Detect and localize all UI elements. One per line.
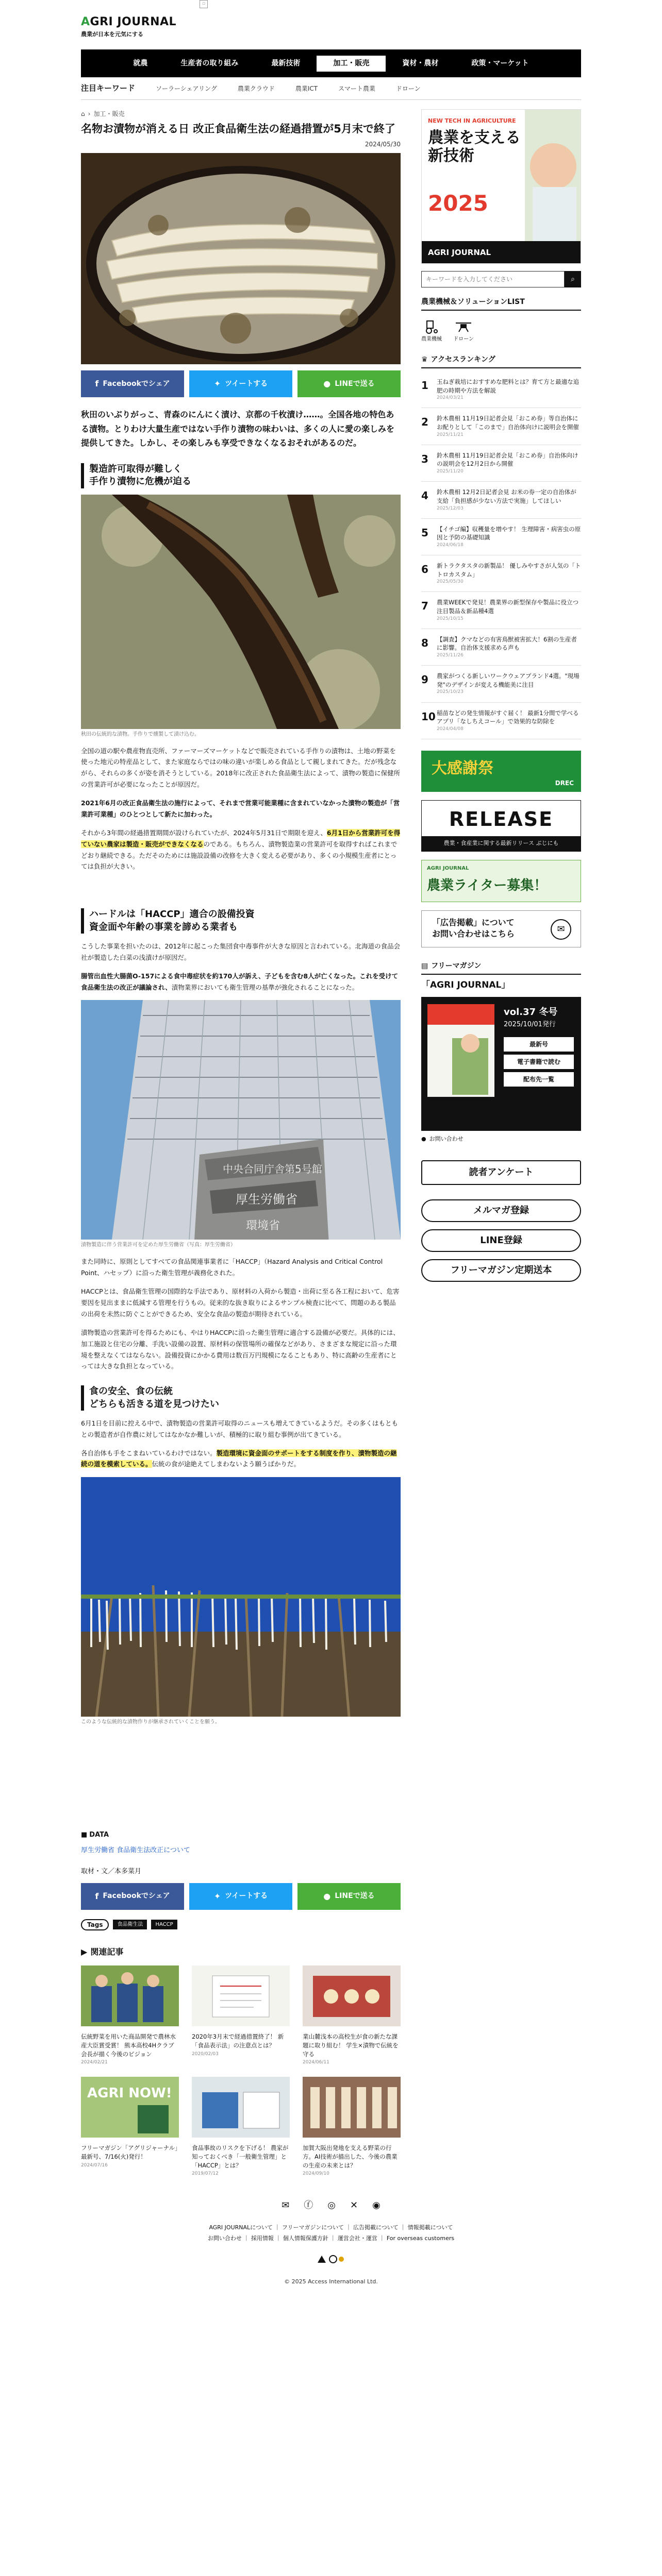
- related-date: 2024/02/21: [81, 2060, 108, 2065]
- line-register-button[interactable]: LINE登録: [421, 1229, 581, 1252]
- related-title: 2020年3月末で経過措置終了！ 新「食品表示法」の注意点とは？: [192, 2033, 284, 2049]
- freemag-heading: [421, 961, 581, 975]
- footer-logo: [81, 2253, 581, 2268]
- release-subtitle: 農業・食産業に関する最新リリース ぶじにも: [422, 836, 581, 851]
- related-article-card[interactable]: [303, 2077, 401, 2178]
- circle-icon: ●: [421, 1136, 426, 1143]
- freemag-ebook-button[interactable]: 電子書籍で読む: [504, 1055, 574, 1069]
- book-icon: ▤: [421, 961, 428, 970]
- share-label: LINEで送る: [335, 1892, 375, 1901]
- related-article-card[interactable]: [81, 1965, 179, 2066]
- reader-survey-button[interactable]: 読者アンケート: [421, 1160, 581, 1185]
- article-lead: 秋田のいぶりがっこ、青森のにんにく漬け、京都の千枚漬け……。全国各地の特色ある漬物。とりわけ大量生産ではない手作り漬物の味わいは、多くの人に愛の楽しみを提供してきた。しかし、その楽しみも享受できなくなるおそれがあるのだ。: [81, 410, 395, 448]
- rank-text: [437, 598, 581, 622]
- related-article-card[interactable]: [303, 1965, 401, 2066]
- hero-image: [81, 153, 401, 364]
- rank-date: 2025/12/03: [437, 505, 464, 511]
- freemag-latest-button[interactable]: 最新号: [504, 1037, 574, 1052]
- related-article-card[interactable]: [81, 2077, 179, 2178]
- svg-text:厚生労働省: 厚生労働省: [236, 1192, 297, 1207]
- text: 伝統の食が途絶えてしまわないよう願うばかりだ。: [152, 1460, 301, 1468]
- banner-release[interactable]: [421, 800, 581, 852]
- image-caption: 秋田の伝統的な漬物。手作りで燻製して漬け込む。: [81, 731, 200, 737]
- footer-links-row[interactable]: AGRI JOURNALについて ｜ フリーマガジンについて ｜ 広告掲載について ｜ 情報掲載について: [209, 2224, 453, 2231]
- keyword-bar: [81, 77, 581, 100]
- logo-wordmark: [81, 13, 176, 30]
- freemag-distribution-button[interactable]: 配布先一覧: [504, 1072, 574, 1087]
- article-title: 名物お漬物が消える日 改正食品衛生法の経過措置が5月末で終了: [81, 123, 395, 135]
- rank-date: 2025/11/20: [437, 469, 464, 474]
- freemag-vol: [504, 1005, 557, 1019]
- rank-text: [437, 709, 581, 733]
- rank-text: [437, 525, 581, 549]
- share-label: Facebookでシェア: [103, 379, 170, 388]
- site-logo[interactable]: [81, 13, 176, 39]
- tags-label: Tags: [81, 1919, 109, 1930]
- ranking-heading: [421, 354, 581, 368]
- nav-item-farming[interactable]: 就農: [133, 59, 148, 67]
- related-thumbnail: [81, 1965, 179, 2026]
- facebook-icon: f: [95, 1891, 99, 1901]
- twitter-share-button[interactable]: [189, 370, 292, 397]
- rank-date: 2024/06/18: [437, 542, 464, 548]
- related-article-card[interactable]: [192, 1965, 290, 2066]
- pickles-photo: [81, 153, 401, 364]
- ministry-building-image: [81, 1000, 401, 1240]
- logo-text: GRI JOURNAL: [90, 15, 177, 28]
- logo-letter: A: [81, 15, 90, 28]
- site-header: [81, 0, 581, 49]
- article-main: [81, 109, 401, 2178]
- ranking-item[interactable]: [421, 445, 581, 482]
- highlighted-text: 6月1日から営業許可を得ていない農家は製造・販売ができなくなる: [81, 828, 401, 848]
- instagram-icon[interactable]: ◎: [327, 2199, 336, 2211]
- section-heading-1: [81, 463, 401, 488]
- sidebar-ad-new-tech[interactable]: [421, 109, 581, 264]
- article-byline: 取材・文／本多菜月: [81, 1868, 142, 1876]
- line-icon: ●: [323, 1891, 331, 1901]
- rank-date: 2024/04/08: [437, 726, 464, 732]
- global-nav: [81, 49, 581, 77]
- facebook-share-button[interactable]: [81, 370, 184, 397]
- rank-date: 2025/10/15: [437, 616, 464, 621]
- rank-title: 鈴木農相 12月2日記者会見 お米の券一定の自治体が支給「負担感が少ない方法で実施」してほしい: [437, 488, 576, 504]
- twitter-icon: ✦: [213, 379, 221, 389]
- heading-line: 手作り漬物に危機が迫る: [89, 476, 191, 487]
- ranking-item[interactable]: [421, 703, 581, 739]
- article-paragraph: [81, 798, 401, 820]
- freemag-note[interactable]: [421, 1135, 581, 1144]
- heading-line: どちらも活きる道を見つけたい: [89, 1398, 219, 1410]
- nav-item-policy[interactable]: 政策・マーケット: [471, 59, 529, 67]
- spacer: [81, 1726, 401, 1824]
- rank-title: 玉ねぎ栽培におすすめな肥料とは？育て方と最適な追肥の時期や方法を解説: [437, 378, 580, 394]
- share-label: Facebookでシェア: [103, 1892, 170, 1901]
- rank-title: 農家がつくる新しいワークウェアブランド4選。"現場発"のデザインが変える機能美に注目: [437, 672, 580, 688]
- nav-item-processing[interactable]: 加工・販売: [317, 56, 386, 72]
- social-icons: [81, 2198, 581, 2212]
- section-heading-2: [81, 908, 401, 934]
- article-paragraph: 漬物製造の営業許可を得るためにも、やはりHACCPに沿った衛生管理に適合する設備が必要だ。具体的には、加工施設と住宅の分離、手洗い設備の設置、原材料の保管場所の確保などがあり、さまざまな規定に沿った環境を整えなくてはならない。設備投資にかかる費用は数百万円規模になることもあり、特に高齢の生産者にとっては大きな負担となっている。: [81, 1328, 400, 1370]
- ranking-title: アクセスランキング: [431, 355, 495, 364]
- x-icon[interactable]: ✕: [350, 2199, 358, 2211]
- related-title: フリーマガジン「アグリジャーナル」最新号、7/16(火)発行！: [81, 2144, 178, 2161]
- data-reference-link[interactable]: 厚生労働省 食品衛生法改正について: [81, 1846, 190, 1854]
- related-date: 2024/07/16: [81, 2162, 108, 2168]
- ad-inquiry-text: 「広告掲載」について お問い合わせはこちら: [432, 917, 515, 939]
- ranking-item[interactable]: [421, 371, 581, 408]
- related-title: 業山麓浅本の高校生が食の新たな課題に取り組む！ 学生×漬物で伝統を守る: [303, 2033, 399, 2058]
- daikon-drying-image: [81, 1477, 401, 1717]
- rank-date: 2025/10/23: [437, 689, 464, 695]
- related-date: 2024/06/11: [303, 2060, 329, 2065]
- machinery-link-drone[interactable]: [453, 318, 474, 343]
- banner-thanks-festival[interactable]: [421, 751, 581, 792]
- data-section-label: [81, 1830, 401, 1840]
- twitter-share-button[interactable]: [189, 1883, 292, 1910]
- rank-text: [437, 635, 581, 659]
- related-thumbnail: [192, 1965, 290, 2026]
- ad-year: 2025: [428, 191, 488, 216]
- bold-text: 腸管出血性大腸菌O-157による食中毒症状を約170人が訴え、子どもを含む8人が亡くなった。これを受けて食品衛生法の改正が議論され、: [81, 972, 399, 991]
- rank-text: [437, 414, 581, 438]
- section-heading-3: [81, 1385, 401, 1411]
- banner-writer-recruit[interactable]: [421, 860, 581, 902]
- share-label: ツイートする: [225, 1892, 268, 1901]
- footer-links: [81, 2223, 581, 2244]
- text: それから3年間の経過措置期間が設けられていたが、2024年5月31日で期限を迎え、: [81, 828, 327, 837]
- related-thumbnail: [303, 1965, 401, 2026]
- rank-number: 7: [421, 600, 428, 613]
- related-thumbnail: [81, 2077, 179, 2138]
- building-photo: [81, 1000, 401, 1240]
- related-title: 伝統野菜を用いた商品開発で農林水産大臣賞受賞！ 熊本高校4Hクラブ会長が描く今後のビジョン: [81, 2033, 176, 2058]
- crown-icon: ♛: [421, 355, 428, 364]
- freemag-title: フリーマガジン: [431, 961, 482, 970]
- nav-item-materials[interactable]: 資材・農材: [402, 59, 439, 67]
- related-date: 2020/02/03: [192, 2051, 219, 2057]
- related-title-text: 関連記事: [90, 1946, 124, 1957]
- article-paragraph: [81, 827, 401, 873]
- writer-brand: AGRI JOURNAL: [427, 865, 469, 871]
- related-date: 2019/07/12: [192, 2171, 219, 2177]
- broken-image-icon: ▫: [200, 0, 208, 8]
- logo-tagline: 農業が日本を元気にする: [81, 31, 143, 38]
- rank-title: 【イチゴ編】収穫量を増やす！ 生理障害・病害虫の原因と予防の基礎知識: [437, 525, 581, 541]
- home-icon[interactable]: ⌂: [81, 110, 85, 117]
- svg-text:中央合同庁舎第5号館: 中央合同庁舎第5号館: [223, 1163, 322, 1176]
- share-buttons-bottom: [81, 1883, 401, 1910]
- search-input[interactable]: [421, 271, 565, 287]
- breadcrumb-separator: ›: [88, 110, 91, 117]
- image-caption: このような伝統的な漬物作りが継承されていくことを願う。: [81, 1719, 220, 1725]
- heading-line: 資金面や年齢の事業を諦める業者も: [89, 921, 238, 933]
- machinery-label: ドローン: [453, 336, 474, 342]
- keyword-link[interactable]: ソーラーシェアリング: [156, 84, 217, 92]
- heading-line: 食の安全、食の伝統: [89, 1386, 173, 1397]
- smoked-pickles-image: [81, 495, 401, 729]
- rank-number: 9: [421, 673, 428, 686]
- ad-kicker: NEW TECH IN AGRICULTURE: [428, 117, 516, 124]
- breadcrumb: [81, 109, 401, 118]
- keyword-link[interactable]: 農業ICT: [295, 84, 318, 92]
- tractor-icon: [421, 318, 442, 335]
- rank-title: 農業WEEKで発見！農業界の新型保存や製品に役立つ注目製品＆新品種4選: [437, 599, 578, 615]
- tag-list: [81, 1919, 401, 1930]
- search-icon[interactable]: ⌕: [565, 271, 581, 287]
- iburigakko-photo: [81, 495, 401, 729]
- freemag-season: 冬号: [539, 1007, 558, 1018]
- rank-number: 5: [421, 526, 428, 539]
- drone-icon: [453, 318, 474, 335]
- banner-sponsor: DREC: [555, 779, 574, 787]
- nav-item-producers[interactable]: 生産者の取り組み: [180, 59, 239, 67]
- writer-title: 農業ライター募集！: [427, 877, 548, 893]
- related-thumbnail: [303, 2077, 401, 2138]
- rank-text: [437, 378, 581, 401]
- ad-title: 農業を支える新技術: [428, 129, 521, 165]
- release-title: RELEASE: [449, 807, 554, 831]
- copyright: © 2025 Access International Ltd.: [284, 2278, 378, 2285]
- share-label: ツイートする: [225, 379, 268, 388]
- line-share-button[interactable]: [297, 1883, 401, 1910]
- data-label-text: DATA: [89, 1831, 109, 1839]
- tag-link[interactable]: HACCP: [151, 1920, 177, 1929]
- article-paragraph: [81, 1448, 401, 1470]
- article-paragraph: こうした事業を担いたのは、2012年に起こった集団食中毒事件が大きな原因と言われている。北海道の食品会社が製造した白菜の浅漬けが原因だ。: [81, 942, 401, 961]
- heading-line: 製造許可取得が難しく: [89, 463, 182, 474]
- ranking-item[interactable]: [421, 519, 581, 555]
- company-logo-icon: [316, 2253, 346, 2265]
- article-paragraph: [81, 971, 401, 993]
- twitter-icon: ✦: [213, 1891, 221, 1901]
- newsletter-button[interactable]: メルマガ登録: [421, 1199, 581, 1222]
- keyword-link[interactable]: スマート農業: [338, 84, 375, 92]
- heading-line: ハードルは「HACCP」適合の設備投資: [89, 909, 255, 920]
- article-paragraph: 全国の道の駅や農産物直売所、ファーマーズマーケットなどで販売されている手作りの漬物は、土地の野菜を使った地元の特産品として、また家庭ならではの味の違いが楽しめる食品として親しまれてきた。だが残念ながら、それらの多くが姿を消そうとしている。2018年に改正された食品衛生法によって、漬物の製造に保健所の営業許可が必要になったことが原因だ。: [81, 747, 401, 789]
- facebook-share-button[interactable]: [81, 1883, 184, 1910]
- svg-text:環境省: 環境省: [246, 1219, 280, 1233]
- ranking-item[interactable]: [421, 555, 581, 592]
- rank-text: [437, 451, 581, 475]
- freemag-date: 2025/10/01発行: [504, 1021, 556, 1029]
- related-date: 2024/09/10: [303, 2171, 329, 2177]
- related-articles-grid: [81, 1965, 401, 2178]
- freemag-subscribe-button[interactable]: フリーマガジン定期送本: [421, 1259, 581, 1282]
- line-icon[interactable]: ◉: [372, 2199, 380, 2211]
- rank-text: [437, 562, 581, 585]
- freemag-volume: vol.37: [504, 1007, 536, 1018]
- site-footer: [81, 2198, 581, 2286]
- banner-ad-inquiry[interactable]: [421, 910, 581, 947]
- related-title: 加賀大阪出発地を支える野菜の行方。AI技術が描出した、今後の農業の生産の未来とは？: [303, 2144, 398, 2169]
- article-paragraph: HACCPとは、食品衛生管理の国際的な手法であり、原材料の入荷から製造・出荷に至る各工程において、危害要因を見出ままに低減する管理を行うもの。従来的な抜き取りによるサンプル検査に比べて、問題のある製品の出荷を未然に防ぐことができるため、安全な食品の製造が期待されている。: [81, 1287, 400, 1318]
- rank-text: [437, 488, 581, 512]
- article-date: 2024/05/30: [365, 141, 401, 148]
- rank-date: 2025/11/21: [437, 432, 464, 437]
- banner-title: 大感謝祭: [432, 759, 493, 777]
- text: 各自治体も手をこまねいているわけではない。: [81, 1449, 217, 1457]
- rank-number: 1: [421, 379, 428, 392]
- facebook-icon: f: [95, 379, 99, 389]
- footer-links-row[interactable]: お問い合わせ ｜ 採用情報 ｜ 個人情報保護方針 ｜ 運営会社・運営 ｜ For overseas customers: [207, 2234, 455, 2242]
- rank-number: 6: [421, 563, 428, 575]
- rank-date: 2025/05/30: [437, 579, 464, 585]
- ad-brand: AGRI JOURNAL: [428, 248, 491, 257]
- freemag-cover-panel[interactable]: [421, 997, 581, 1131]
- machinery-label: 農業機械: [421, 336, 442, 342]
- rank-number: 8: [421, 636, 428, 649]
- share-label: LINEで送る: [335, 379, 375, 388]
- rank-title: 稲苗などの発生情報がすぐ届く！ 最新1分間で学べるアプリ「なしちえコール」で効果的な防除を: [437, 709, 579, 725]
- svg-text:AGRI NOW!: AGRI NOW!: [87, 2085, 172, 2101]
- bold-text: 2021年6月の改正食品衛生法の施行によって、それまで営業可能業種に含まれていなかった漬物の製造が「営業許可業種」のひとつとして新たに加わった。: [81, 799, 400, 818]
- ranking-list: [421, 371, 581, 739]
- rank-title: 新トラクタスタの新製品！ 優しみやすさが人気の「トトロカスタム」: [437, 562, 581, 578]
- rank-number: 4: [421, 489, 428, 502]
- ranking-item[interactable]: [421, 592, 581, 629]
- facebook-icon[interactable]: ⓕ: [304, 2199, 313, 2211]
- rank-title: 鈴木農相 11月19日記者会見「おこめ券」等自治体にお配りとして「このまで」自治体向けに説明会を開催: [437, 415, 579, 431]
- ranking-item[interactable]: [421, 482, 581, 518]
- keyword-link[interactable]: 農業クラウド: [237, 84, 275, 92]
- breadcrumb-category[interactable]: 加工・販売: [93, 110, 125, 117]
- machinery-heading: 農業機械＆ソリューションLIST: [421, 297, 581, 311]
- related-title: 食品事故のリスクを下げる！ 農家が知っておくべき「一般衛生管理」と「HACCP」とは？: [192, 2144, 289, 2169]
- rank-number: 3: [421, 452, 428, 465]
- related-articles-title: [81, 1946, 401, 1958]
- ranking-item[interactable]: [421, 408, 581, 445]
- rank-number: 2: [421, 416, 428, 429]
- rank-date: 2025/11/26: [437, 653, 464, 658]
- text: 漬物業界においても衛生管理の基準が強化されることになった。: [171, 983, 359, 991]
- image-caption: 漬物製造に伴う営業許可を定めた厚生労働省（写真：厚生労働省）: [81, 1242, 236, 1248]
- tag-link[interactable]: 食品衛生法: [113, 1920, 147, 1929]
- data-icon: ■: [81, 1831, 88, 1839]
- keyword-title: 注目キーワード: [81, 83, 136, 93]
- ranking-item[interactable]: [421, 666, 581, 702]
- machinery-links: [421, 318, 581, 343]
- related-article-card[interactable]: [192, 2077, 290, 2178]
- triangle-right-icon: ▶: [81, 1946, 88, 1957]
- nav-item-tech[interactable]: 最新技術: [271, 59, 301, 67]
- sidebar-search: [421, 271, 581, 287]
- share-buttons-top: [81, 370, 401, 397]
- machinery-link-tractor[interactable]: [421, 318, 442, 343]
- content-columns: [81, 109, 581, 2178]
- rank-date: 2024/03/21: [437, 395, 464, 401]
- line-share-button[interactable]: [297, 370, 401, 397]
- daikon-photo: [81, 1477, 401, 1717]
- sidebar: [421, 109, 581, 2178]
- mail-icon: ✉: [551, 919, 571, 940]
- rank-number: 10: [421, 710, 436, 723]
- note-text: お問い合わせ: [429, 1136, 464, 1143]
- article-paragraph: また同時に、原則としてすべての食品関連事業者に「HACCP」（Hazard Analysis and Critical Control Point、ハセップ）に沿った衛生管理が義務化された。: [81, 1258, 383, 1277]
- text: のである。もちろん、漬物製造業の営業許可を取得すればこれまでどおり継続できる。ただそのためには施設設備の改修を大きく変える必要があり、多くの小規模生産者にとっては負担が大きい。: [81, 840, 398, 871]
- freemag-name: 「AGRI JOURNAL」: [421, 979, 510, 990]
- rank-title: 鈴木農相 11月19日記者会見「おこめ券」自治体向けの説明会を12月2日から開催: [437, 451, 578, 468]
- highlighted-text: 製造環境に資金面のサポートをする制度を作り、漬物製造の継続の道を模索している。: [81, 1449, 397, 1468]
- page-wrap: [81, 0, 581, 2286]
- keyword-link[interactable]: ドローン: [395, 84, 421, 92]
- ranking-item[interactable]: [421, 629, 581, 666]
- rank-text: [437, 672, 581, 696]
- rank-title: 【調査】クマなどの有害鳥獣被害拡大！6割の生産者に影響。自治体支援求める声も: [437, 635, 577, 652]
- related-thumbnail: [192, 2077, 290, 2138]
- article-paragraph: 6月1日を目前に控える中で、漬物製造の営業許可取得のニュースも増えてきているようだ。その多くはもともとの製造者が自作農に対してはなかなか難しいが、積極的に取り組む事例が出てきている。: [81, 1419, 399, 1438]
- mail-icon[interactable]: ✉: [282, 2199, 290, 2211]
- line-icon: ●: [323, 379, 331, 389]
